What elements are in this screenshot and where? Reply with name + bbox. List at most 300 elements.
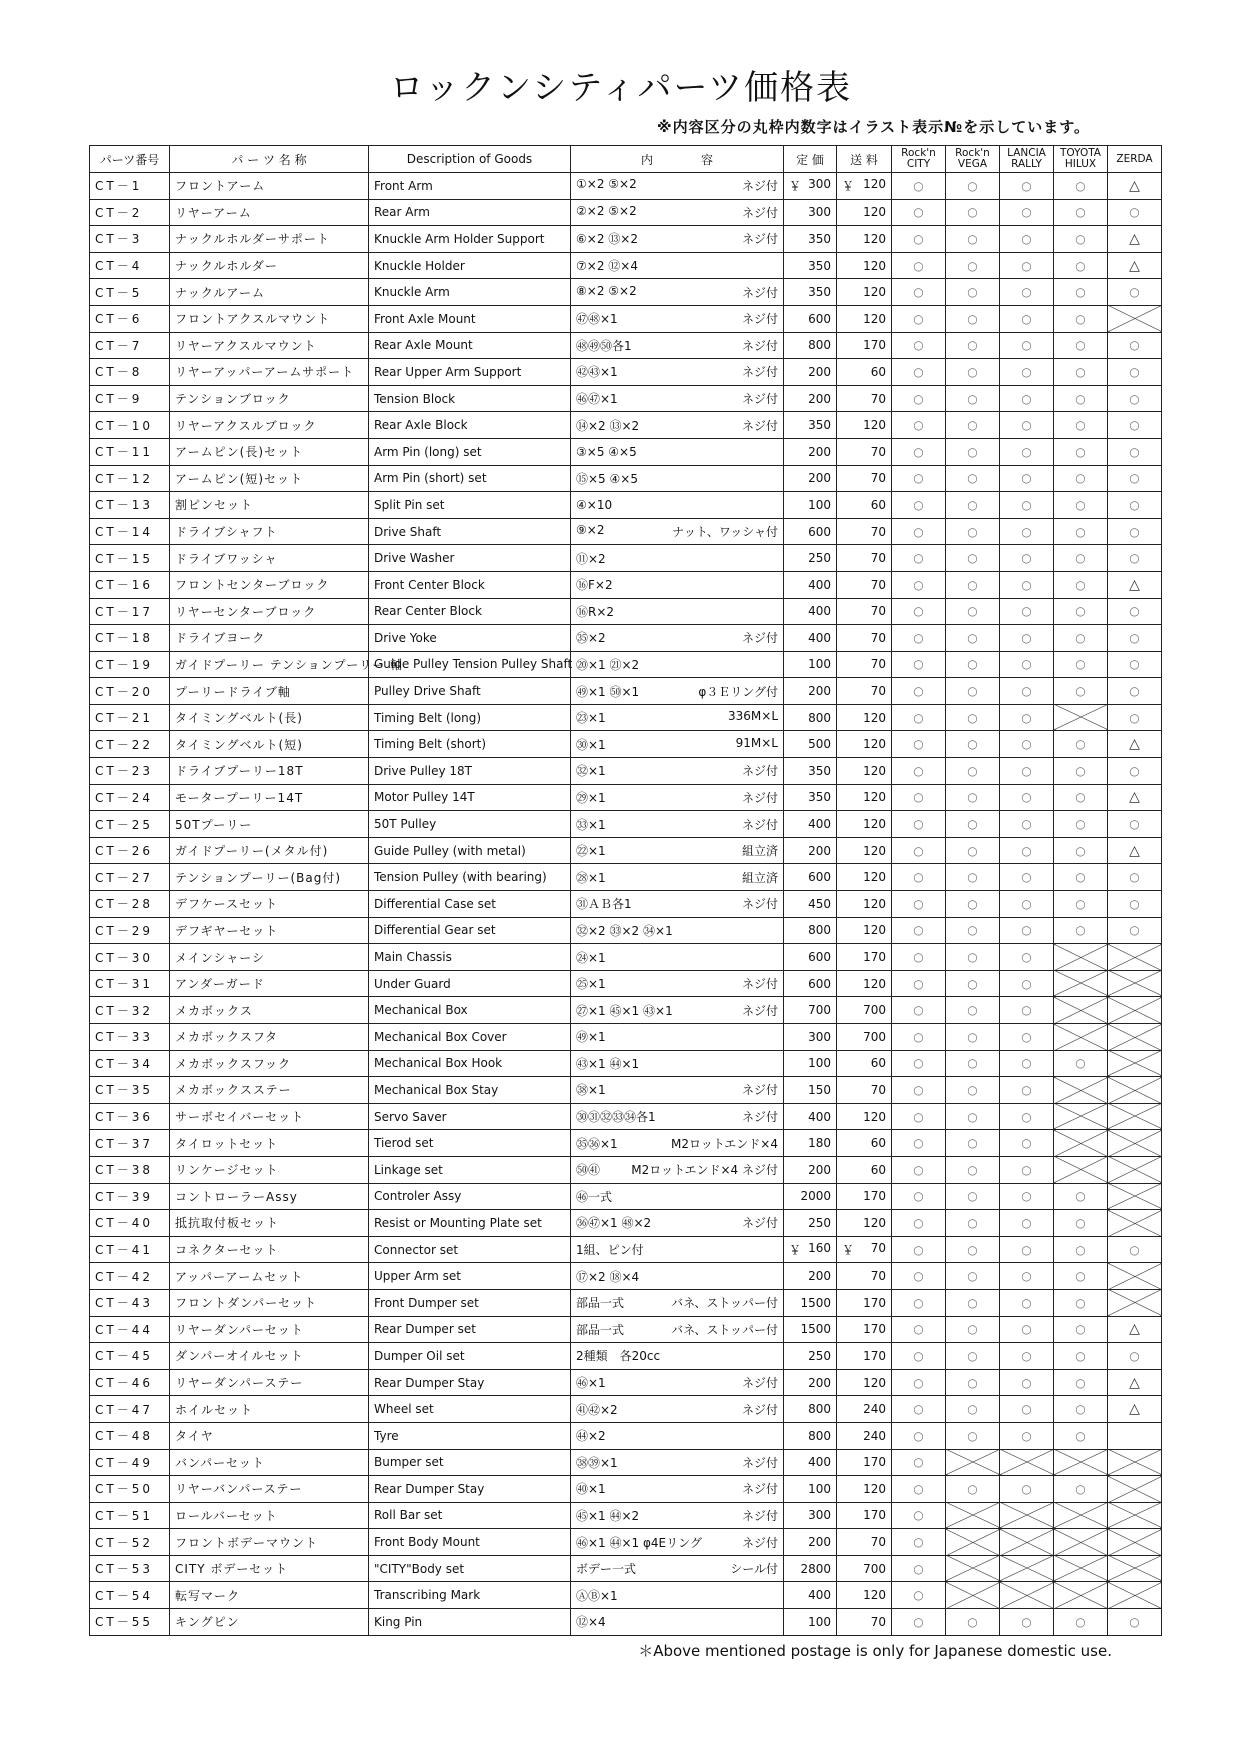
compatible-mark: ○ [1000, 598, 1054, 625]
table-row [90, 385, 1162, 412]
compatible-mark: ○ [1054, 598, 1108, 625]
part-postage [837, 545, 892, 572]
postage-value: 70 [870, 577, 886, 592]
compatible-mark: ○ [946, 199, 1000, 226]
part-extra: ネジ付 [741, 418, 778, 433]
part-contents [571, 598, 784, 625]
table-row [90, 678, 1162, 705]
part-quantity: ①×2 ⑤×2 [576, 177, 637, 192]
part-code: CT－50 [90, 1476, 170, 1503]
part-extra: ネジ付 [741, 312, 778, 327]
part-japanese-name: 割ピンセット [170, 492, 369, 519]
table-row [90, 1396, 1162, 1423]
postage-value: 120 [863, 870, 886, 885]
part-contents [571, 1130, 784, 1157]
compatible-mark: ○ [1000, 1289, 1054, 1316]
part-code: CT－15 [90, 545, 170, 572]
compatible-mark: ○ [892, 226, 946, 253]
part-quantity: ㊺×1 ㊹×2 [576, 1508, 640, 1523]
compatible-mark: ○ [1054, 359, 1108, 386]
part-extra: M2ロットエンド×4 ネジ付 [631, 1163, 778, 1178]
part-price [784, 492, 837, 519]
compatible-mark: ○ [892, 598, 946, 625]
compatible-mark: ○ [1054, 1316, 1108, 1343]
compatible-mark: ○ [1000, 438, 1054, 465]
compatible-mark: ○ [946, 837, 1000, 864]
price-value: 200 [808, 1269, 831, 1284]
part-description: Wheel set [369, 1396, 571, 1423]
postage-value: 60 [870, 1056, 886, 1071]
price-value: 1500 [800, 1295, 831, 1310]
compatible-mark: ○ [1054, 279, 1108, 306]
table-row [90, 970, 1162, 997]
table-row [90, 917, 1162, 944]
compatible-mark: ○ [946, 1289, 1000, 1316]
part-contents [571, 332, 784, 359]
part-japanese-name: ホイルセット [170, 1396, 369, 1423]
compatible-mark: ○ [1108, 518, 1162, 545]
part-postage [837, 731, 892, 758]
postage-value: 170 [863, 1295, 886, 1310]
part-description: Timing Belt (short) [369, 731, 571, 758]
price-value: 400 [808, 1455, 831, 1470]
compatible-mark: ○ [1054, 226, 1108, 253]
price-value: 250 [808, 551, 831, 566]
table-row [90, 625, 1162, 652]
part-code: CT－30 [90, 944, 170, 971]
compatible-mark: ○ [1054, 678, 1108, 705]
price-value: 600 [808, 976, 831, 991]
part-extra: ネジ付 [741, 1482, 778, 1497]
part-contents [571, 917, 784, 944]
part-extra: 91M×L [735, 735, 778, 750]
compatible-mark: ○ [1000, 731, 1054, 758]
part-japanese-name: CITY ボデーセット [170, 1555, 369, 1582]
compatible-mark: ○ [1000, 279, 1054, 306]
table-row [90, 518, 1162, 545]
partial-compatible-mark: △ [1108, 252, 1162, 279]
table-row [90, 173, 1162, 200]
postage-value: 70 [870, 604, 886, 619]
part-code: CT－24 [90, 784, 170, 811]
compatible-mark: ○ [946, 1236, 1000, 1263]
compatible-mark: ○ [1000, 1476, 1054, 1503]
part-code: CT－39 [90, 1183, 170, 1210]
part-description: 50T Pulley [369, 811, 571, 838]
compatible-mark: ○ [946, 1103, 1000, 1130]
part-code: CT－27 [90, 864, 170, 891]
part-contents [571, 1396, 784, 1423]
partial-compatible-mark: △ [1108, 173, 1162, 200]
part-price [784, 252, 837, 279]
part-extra: ネジ付 [741, 817, 778, 832]
part-japanese-name: テンションブロック [170, 385, 369, 412]
part-description: Front Center Block [369, 571, 571, 598]
table-row [90, 811, 1162, 838]
compatible-mark: ○ [892, 545, 946, 572]
postage-value: 70 [870, 630, 886, 645]
compatible-mark: ○ [1108, 279, 1162, 306]
part-postage [837, 1263, 892, 1290]
part-code: CT－16 [90, 571, 170, 598]
compatible-mark: ○ [1054, 518, 1108, 545]
part-japanese-name: フロントアーム [170, 173, 369, 200]
part-description: Drive Washer [369, 545, 571, 572]
header-model-hilux: TOYOTA HILUX [1054, 146, 1108, 173]
part-contents [571, 173, 784, 200]
compatible-mark: ○ [1000, 1183, 1054, 1210]
not-compatible-cross [1054, 1156, 1108, 1183]
postage-value: 120 [863, 1481, 886, 1496]
part-contents [571, 359, 784, 386]
compatible-mark: ○ [946, 1316, 1000, 1343]
part-quantity: ㊶㊷×2 [576, 1402, 618, 1417]
part-postage [837, 864, 892, 891]
part-quantity: ⑮×5 ④×5 [576, 471, 638, 486]
price-value: 350 [808, 258, 831, 273]
compatible-mark: ○ [892, 492, 946, 519]
compatible-mark: ○ [1054, 545, 1108, 572]
price-value: 200 [808, 1535, 831, 1550]
part-quantity: ⑰×2 ⑱×4 [576, 1269, 640, 1284]
compatible-mark: ○ [1054, 1476, 1108, 1503]
part-contents [571, 731, 784, 758]
part-extra: ネジ付 [741, 365, 778, 380]
part-extra: シール付 [730, 1562, 778, 1577]
table-row [90, 731, 1162, 758]
part-price [784, 1236, 837, 1263]
part-quantity: ㊿㊶ [576, 1163, 601, 1178]
part-quantity: ㉜×2 ㉝×2 ㉞×1 [576, 923, 673, 938]
part-quantity: ④×10 [576, 497, 613, 512]
not-compatible-cross [1108, 1130, 1162, 1157]
part-description: Tension Block [369, 385, 571, 412]
part-postage [837, 1156, 892, 1183]
compatible-mark: ○ [1108, 651, 1162, 678]
not-compatible-cross [946, 1529, 1000, 1556]
postage-value: 170 [863, 1348, 886, 1363]
part-postage [837, 1396, 892, 1423]
compatible-mark: ○ [892, 412, 946, 439]
part-postage [837, 332, 892, 359]
compatible-mark: ○ [1000, 784, 1054, 811]
part-contents [571, 545, 784, 572]
table-row [90, 1529, 1162, 1556]
part-price [784, 1396, 837, 1423]
postage-value: 170 [863, 338, 886, 353]
part-code: CT－22 [90, 731, 170, 758]
compatible-mark: ○ [1054, 1236, 1108, 1263]
part-japanese-name: キングピン [170, 1609, 369, 1636]
compatible-mark: ○ [1000, 651, 1054, 678]
price-value: 400 [808, 577, 831, 592]
part-quantity: ⑪×2 [576, 551, 606, 566]
part-postage [837, 891, 892, 918]
part-price [784, 571, 837, 598]
compatible-mark: ○ [1000, 944, 1054, 971]
part-postage [837, 997, 892, 1024]
price-value: 200 [808, 684, 831, 699]
not-compatible-cross [1108, 1449, 1162, 1476]
part-code: CT－44 [90, 1316, 170, 1343]
compatible-mark: ○ [892, 1316, 946, 1343]
table-row [90, 944, 1162, 971]
compatible-mark: ○ [946, 1396, 1000, 1423]
part-code: CT－8 [90, 359, 170, 386]
compatible-mark: ○ [892, 305, 946, 332]
part-price [784, 1210, 837, 1237]
not-compatible-cross [1108, 1289, 1162, 1316]
part-quantity: ㉜×1 [576, 764, 606, 779]
not-compatible-cross [1108, 1555, 1162, 1582]
not-compatible-cross [1108, 1156, 1162, 1183]
compatible-mark: ○ [1000, 1103, 1054, 1130]
compatible-mark: ○ [1000, 332, 1054, 359]
part-description: Arm Pin (long) set [369, 438, 571, 465]
not-compatible-cross [1108, 1183, 1162, 1210]
compatible-mark: ○ [1054, 731, 1108, 758]
compatible-mark: ○ [1054, 625, 1108, 652]
part-description: Arm Pin (short) set [369, 465, 571, 492]
part-code: CT－55 [90, 1609, 170, 1636]
not-compatible-cross [1054, 970, 1108, 997]
not-compatible-cross [1054, 997, 1108, 1024]
header-contents: 内 容 [571, 146, 784, 173]
compatible-mark: ○ [1108, 625, 1162, 652]
part-postage [837, 1210, 892, 1237]
table-row [90, 465, 1162, 492]
part-price [784, 412, 837, 439]
price-value: 200 [808, 1375, 831, 1390]
compatible-mark: ○ [892, 571, 946, 598]
compatible-mark: ○ [892, 1609, 946, 1636]
table-row [90, 571, 1162, 598]
compatible-mark: ○ [946, 731, 1000, 758]
table-row [90, 226, 1162, 253]
compatible-mark: ○ [892, 811, 946, 838]
table-row [90, 1024, 1162, 1051]
not-compatible-cross [1108, 997, 1162, 1024]
compatible-mark: ○ [1000, 385, 1054, 412]
part-japanese-name: サーボセイバーセット [170, 1103, 369, 1130]
part-code: CT－42 [90, 1263, 170, 1290]
part-price [784, 173, 837, 200]
part-description: Controler Assy [369, 1183, 571, 1210]
compatible-mark: ○ [892, 1343, 946, 1370]
part-code: CT－45 [90, 1343, 170, 1370]
price-value: 800 [808, 1402, 831, 1417]
part-price [784, 1183, 837, 1210]
compatible-mark: ○ [1054, 305, 1108, 332]
part-price [784, 864, 837, 891]
part-price [784, 1609, 837, 1636]
part-description: Main Chassis [369, 944, 571, 971]
part-code: CT－37 [90, 1130, 170, 1157]
postage-value: 70 [870, 524, 886, 539]
part-price [784, 970, 837, 997]
part-extra: バネ、ストッパー付 [671, 1322, 778, 1337]
part-japanese-name: ナックルホルダーサポート [170, 226, 369, 253]
part-description: Rear Axle Mount [369, 332, 571, 359]
part-code: CT－7 [90, 332, 170, 359]
not-compatible-cross [1054, 1130, 1108, 1157]
postage-value: 120 [863, 285, 886, 300]
compatible-mark: ○ [946, 598, 1000, 625]
price-value: 400 [808, 1109, 831, 1124]
part-japanese-name: ダンパーオイルセット [170, 1343, 369, 1370]
compatible-mark: ○ [946, 279, 1000, 306]
part-contents [571, 465, 784, 492]
part-postage [837, 944, 892, 971]
part-postage [837, 970, 892, 997]
compatible-mark: ○ [892, 173, 946, 200]
compatible-mark: ○ [1108, 545, 1162, 572]
compatible-mark: ○ [1000, 837, 1054, 864]
compatible-mark: ○ [946, 704, 1000, 731]
compatible-mark: ○ [892, 1024, 946, 1051]
compatible-mark: ○ [946, 784, 1000, 811]
part-extra: φ３Ｅリング付 [698, 684, 778, 699]
table-row [90, 1289, 1162, 1316]
part-japanese-name: リヤーアクスルマウント [170, 332, 369, 359]
part-quantity: ㉕×1 [576, 977, 606, 992]
compatible-mark: ○ [946, 305, 1000, 332]
part-contents [571, 1343, 784, 1370]
part-quantity: ⑳×1 ㉑×2 [576, 657, 640, 672]
part-japanese-name: アームピン(長)セット [170, 438, 369, 465]
postage-value: 120 [863, 923, 886, 938]
postage-value: 120 [863, 177, 886, 192]
compatible-mark: ○ [946, 571, 1000, 598]
part-description: Rear Center Block [369, 598, 571, 625]
part-quantity: ③×5 ④×5 [576, 444, 637, 459]
part-japanese-name: フロントセンターブロック [170, 571, 369, 598]
part-code: CT－36 [90, 1103, 170, 1130]
header-japanese-name: パ ー ツ 名 称 [170, 146, 369, 173]
partial-compatible-mark: △ [1108, 1396, 1162, 1423]
compatible-mark: ○ [1108, 465, 1162, 492]
compatible-mark: ○ [1054, 1343, 1108, 1370]
part-price [784, 279, 837, 306]
part-quantity: ⑯R×2 [576, 604, 615, 619]
part-contents [571, 970, 784, 997]
table-row [90, 1236, 1162, 1263]
part-quantity: ⑭×2 ⑬×2 [576, 418, 640, 433]
table-body [90, 173, 1162, 1636]
part-extra: ネジ付 [741, 1455, 778, 1470]
part-postage [837, 438, 892, 465]
price-value: 600 [808, 311, 831, 326]
compatible-mark: ○ [946, 518, 1000, 545]
part-contents [571, 784, 784, 811]
part-japanese-name: タイミングベルト(短) [170, 731, 369, 758]
part-code: CT－5 [90, 279, 170, 306]
part-description: Drive Shaft [369, 518, 571, 545]
price-value: 600 [808, 870, 831, 885]
table-row [90, 359, 1162, 386]
part-price [784, 1343, 837, 1370]
compatible-mark: ○ [892, 678, 946, 705]
compatible-mark: ○ [892, 438, 946, 465]
compatible-mark: ○ [892, 731, 946, 758]
postage-value: 700 [863, 1561, 886, 1576]
part-contents [571, 1555, 784, 1582]
not-compatible-cross [1000, 1582, 1054, 1609]
part-contents [571, 944, 784, 971]
part-japanese-name: メカボックスフック [170, 1050, 369, 1077]
part-code: CT－46 [90, 1369, 170, 1396]
part-description: Rear Dumper set [369, 1316, 571, 1343]
part-postage [837, 678, 892, 705]
compatible-mark: ○ [946, 1422, 1000, 1449]
compatible-mark: ○ [946, 1343, 1000, 1370]
compatible-mark: ○ [1108, 1236, 1162, 1263]
partial-compatible-mark: △ [1108, 1316, 1162, 1343]
price-value: 150 [808, 1082, 831, 1097]
compatible-mark: ○ [1000, 1210, 1054, 1237]
partial-compatible-mark: △ [1108, 837, 1162, 864]
compatible-mark: ○ [946, 332, 1000, 359]
price-value: 300 [808, 1508, 831, 1523]
price-value: 800 [808, 338, 831, 353]
part-postage [837, 571, 892, 598]
part-contents [571, 1210, 784, 1237]
part-postage [837, 385, 892, 412]
part-quantity: 2種類 各20cc [576, 1349, 661, 1364]
part-extra: ネジ付 [741, 179, 778, 194]
postage-value: 120 [863, 1375, 886, 1390]
part-description: Roll Bar set [369, 1502, 571, 1529]
compatible-mark: ○ [892, 1103, 946, 1130]
compatible-mark: ○ [1108, 385, 1162, 412]
postage-value: 70 [870, 1614, 886, 1629]
table-row [90, 1156, 1162, 1183]
table-row [90, 1449, 1162, 1476]
part-code: CT－25 [90, 811, 170, 838]
part-code: CT－31 [90, 970, 170, 997]
compatible-mark: ○ [892, 1210, 946, 1237]
not-compatible-cross [1108, 1263, 1162, 1290]
table-row [90, 1422, 1162, 1449]
postage-value: 240 [863, 1402, 886, 1417]
price-value: 500 [808, 737, 831, 752]
part-contents [571, 518, 784, 545]
part-japanese-name: フロントダンパーセット [170, 1289, 369, 1316]
part-extra: ネジ付 [741, 1216, 778, 1231]
compatible-mark: ○ [1054, 1050, 1108, 1077]
not-compatible-cross [1108, 1103, 1162, 1130]
part-price [784, 1024, 837, 1051]
compatible-mark: ○ [946, 1183, 1000, 1210]
part-code: CT－48 [90, 1422, 170, 1449]
postage-value: 700 [863, 1029, 886, 1044]
price-value: 400 [808, 604, 831, 619]
part-code: CT－6 [90, 305, 170, 332]
part-postage [837, 837, 892, 864]
compatible-mark: ○ [946, 438, 1000, 465]
not-compatible-cross [1054, 1103, 1108, 1130]
table-row [90, 704, 1162, 731]
part-japanese-name: リヤーダンパーステー [170, 1369, 369, 1396]
part-quantity: ㊻×1 ㊹×1 φ4Eリング [576, 1535, 702, 1550]
compatible-mark: ○ [1054, 864, 1108, 891]
compatible-mark: ○ [892, 1289, 946, 1316]
part-postage [837, 1529, 892, 1556]
table-row [90, 837, 1162, 864]
part-extra: ネジ付 [741, 205, 778, 220]
compatible-mark: ○ [1000, 1156, 1054, 1183]
compatible-mark: ○ [946, 651, 1000, 678]
